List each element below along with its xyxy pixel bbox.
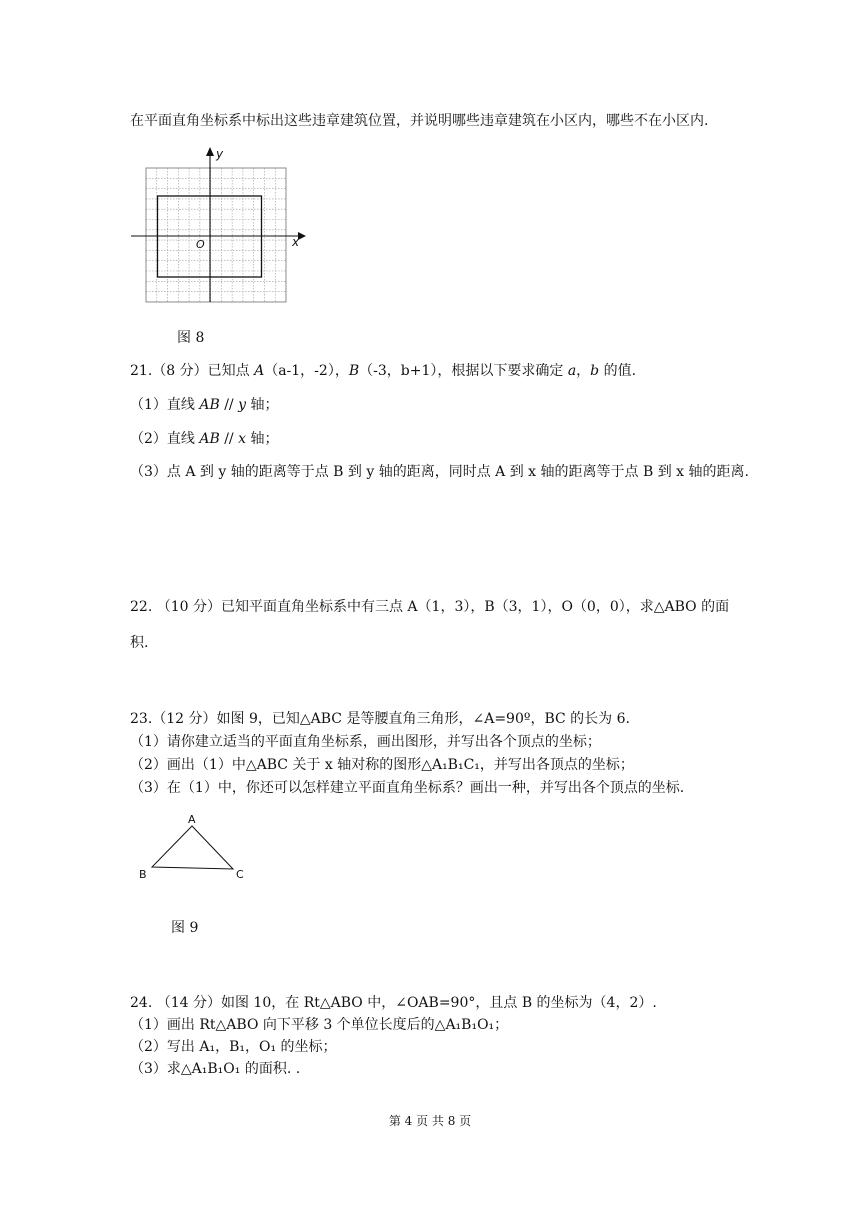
figure-8-grid [126,144,306,308]
q23-part-1: （1）请你建立适当的平面直角坐标系，画出图形，并写出各个顶点的坐标； [130,734,601,750]
q21-p1-par: // [219,397,239,413]
q21-prefix: 21.（8 分）已知点 [130,363,255,379]
figure-8-caption: 图 8 [177,330,205,346]
q21-p2-par: // [219,431,239,447]
q21-part-2 [130,430,278,448]
q21-p2-end: 轴； [246,431,279,447]
vertex-c-label: C [236,868,244,881]
figure-9-caption: 图 9 [171,920,199,936]
origin-label: O [196,238,205,251]
q21-p2-axis: x [238,431,247,447]
page-footer: 第 4 页 共 8 页 [388,1114,472,1128]
q21-a-coords: （a-1，-2）， [264,363,349,379]
x-axis-arrow [298,232,306,240]
q24-part-3: （3）求△A₁B₁O₁ 的面积. . [130,1061,301,1077]
q21-title [130,362,636,380]
intro-text: 在平面直角坐标系中标出这些违章建筑位置，并说明哪些违章建筑在小区内，哪些不在小区内. [130,113,709,129]
y-axis-arrow [206,147,214,156]
q21-p1-line: AB [199,397,220,413]
q21-suffix: 的值. [599,363,637,379]
q21-var-b: b [590,363,600,379]
q21-sep: ， [576,363,591,379]
q21-part-3: （3）点 A 到 y 轴的距离等于点 B 到 y 轴的距离，同时点 A 到 x 轴的距离等于点 B 到 x 轴的距离. [130,464,749,480]
q21-p2-pre: （2）直线 [130,431,200,447]
q21-part-1 [130,396,278,414]
vertex-a-label: A [188,813,196,826]
q23-title: 23.（12 分）如图 9，已知△ABC 是等腰直角三角形，∠A=90º，BC 的长为 6. [130,711,630,727]
q21-p1-pre: （1）直线 [130,397,200,413]
q21-p1-end: 轴； [246,397,279,413]
vertex-b-label: B [139,868,147,881]
q23-part-3: （3）在（1）中，你还可以怎样建立平面直角坐标系？画出一种，并写出各个顶点的坐标. [130,780,685,796]
q21-point-a: A [254,363,265,379]
figure-9-triangle [136,812,256,884]
triangle-abc [152,826,233,869]
y-axis-label: y [216,147,224,161]
x-axis-label: x [292,235,300,249]
q21-p1-axis: y [238,397,247,413]
q21-point-b: B [348,363,360,379]
q24-part-1: （1）画出 Rt△ABO 向下平移 3 个单位长度后的△A₁B₁O₁； [130,1017,509,1033]
q22-line-1: 22. （10 分）已知平面直角坐标系中有三点 A（1，3），B（3，1），O（0，0），求△ABO 的面 [130,599,730,615]
q21-p2-line: AB [199,431,220,447]
q21-b-coords: （-3，b+1），根据以下要求确定 [359,363,568,379]
figure-8-frame [146,168,286,302]
q21-var-a: a [567,363,577,379]
q22-line-2: 积. [130,635,149,651]
q23-part-2: （2）画出（1）中△ABC 关于 x 轴对称的图形△A₁B₁C₁，并写出各顶点的坐标； [130,757,634,773]
q24-title: 24. （14 分）如图 10，在 Rt△ABO 中，∠OAB=90°，且点 B 的坐标为（4，2）. [130,995,657,1011]
q24-part-2: （2）写出 A₁，B₁，O₁ 的坐标； [130,1039,337,1055]
